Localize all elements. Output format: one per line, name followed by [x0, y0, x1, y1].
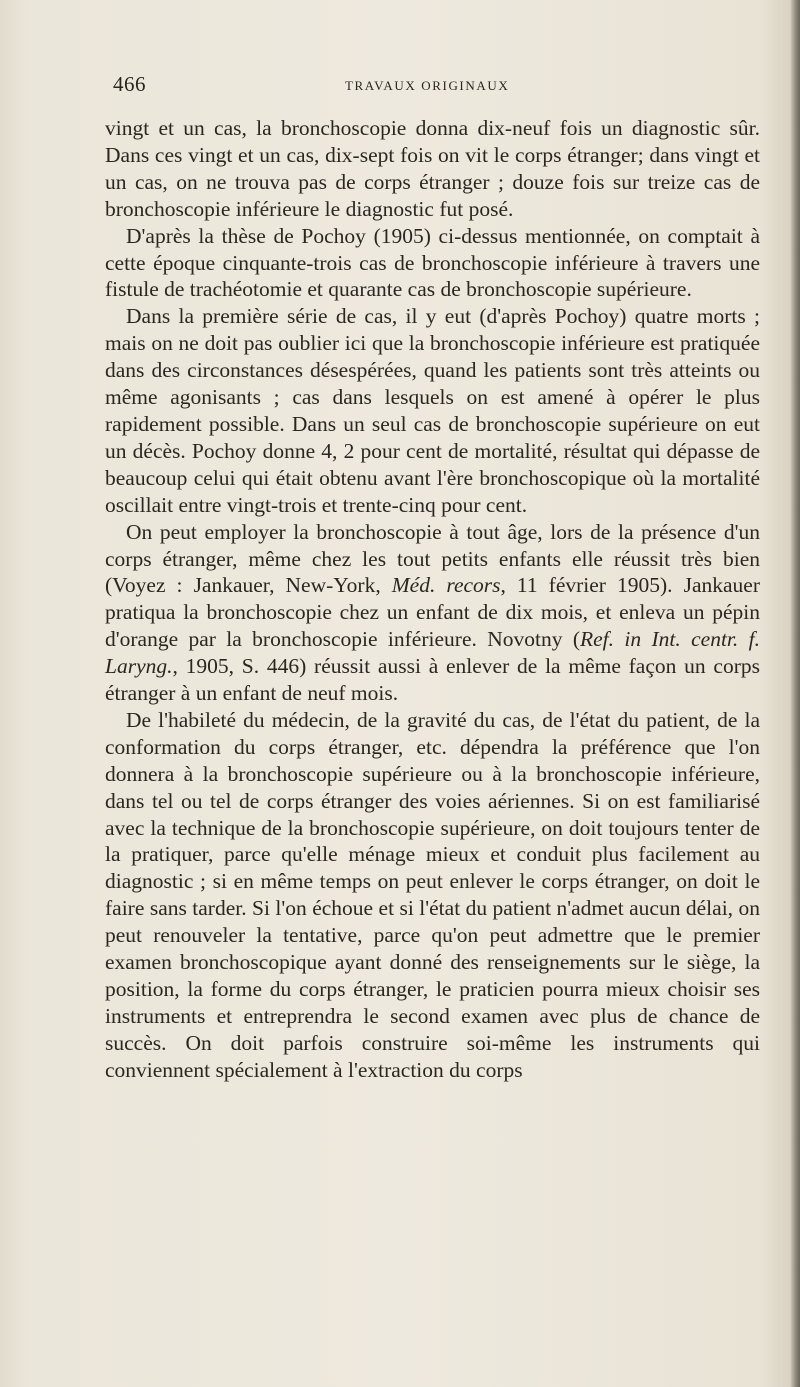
- citation-med-recors: Méd. recors: [391, 573, 501, 598]
- page-edge-shadow: [790, 0, 800, 1387]
- paragraph-4: [105, 519, 760, 707]
- paragraph-1: vingt et un cas, la bronchoscopie donna dix-neuf fois un diagnostic sûr. Dans ces vingt et un cas, dix-sept fois on vit le corps étranger; dans vingt et un cas, on ne trouva pas de corps étranger ; douze fois sur treize cas de bronchoscopie inférieure le diagnostic fut posé.: [105, 116, 760, 221]
- body-text: [105, 115, 760, 1084]
- paragraph-4-text: , 11 février 1905). Jankauer pratiqua la bronchoscopie chez un enfant de dix mois, et enleva un pépin d'orange par la bronchoscopie inférieure. Novotny (: [105, 573, 761, 652]
- paragraph-2: D'après la thèse de Pochoy (1905) ci-dessus mentionnée, on comptait à cette époque cinquante-trois cas de bronchoscopie inférieure à travers une fistule de trachéotomie et quarante cas de bronchoscopie supérieure.: [105, 223, 760, 302]
- citation-ref-int-centr: Ref. in Int. centr. f. Laryng.: [105, 627, 760, 679]
- page-number: 466: [113, 72, 146, 96]
- paragraph-5: De l'habileté du médecin, de la gravité du cas, de l'état du patient, de la conformation du corps étranger, etc. dépendra la préférence que l'on donnera à la bronchoscopie supérieure ou à la bronchoscopie inférieure, dans tel ou tel de corps étranger des voies aériennes. Si on est familiarisé avec la technique de la bronchoscopie supérieure, on doit toujours tenter de la pratiquer, parce qu'elle ménage mieux et conduit plus facilement au diagnostic ; si en même temps on peut enlever le corps étranger, on doit le faire sans tarder. Si l'on échoue et si l'état du patient n'admet aucun délai, on peut renouveler la tentative, parce qu'on peut admettre que le premier examen bronchoscopique ayant donné des renseignements sur le siège, la position, la forme du corps étranger, le praticien pourra mieux choisir ses instruments et entreprendra le second examen avec plus de chance de succès. On doit parfois construire soi-même les instruments qui conviennent spécialement à l'extraction du corps: [105, 707, 760, 1082]
- page-header: [113, 72, 763, 102]
- running-head: TRAVAUX ORIGINAUX: [345, 78, 510, 93]
- paragraph-4-text: , 1905, S. 446) réussit aussi à enlever de la même façon un corps étranger à un enfant de neuf mois.: [105, 654, 760, 706]
- paragraph-4-text: On peut employer la bronchoscopie à tout âge, lors de la présence d'un corps étranger, même chez les tout petits enfants elle réussit très bien (Voyez : Jankauer, New-York,: [105, 519, 760, 598]
- paragraph-3: Dans la première série de cas, il y eut (d'après Pochoy) quatre morts ; mais on ne doit pas oublier ici que la bronchoscopie inférieure est pratiquée dans des circonstances désespérées, quand les patients sont très atteints ou même agonisants ; cas dans lesquels on est amené à opérer le plus rapidement possible. Dans un seul cas de bronchoscopie supérieure on eut un décès. Pochoy donne 4, 2 pour cent de mortalité, résultat qui dépasse de beaucoup celui qui était obtenu avant l'ère bronchoscopique où la mortalité oscillait entre vingt-trois et trente-cinq pour cent.: [105, 304, 760, 517]
